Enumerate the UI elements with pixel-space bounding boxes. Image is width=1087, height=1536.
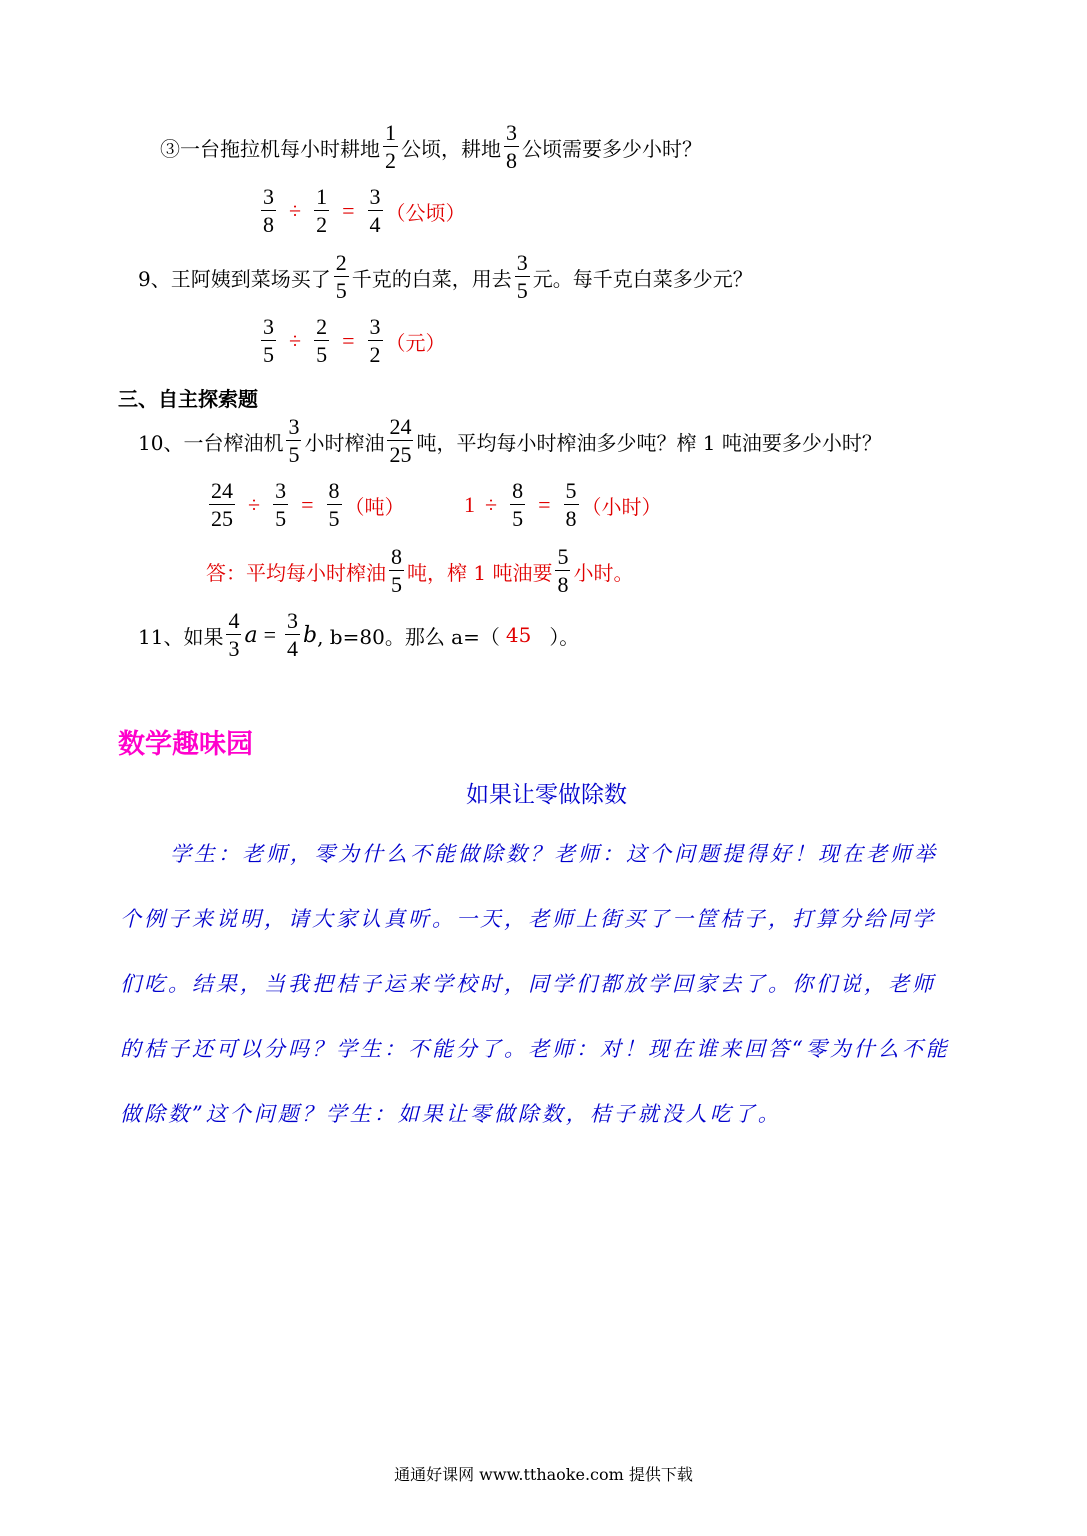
section-title: 数学趣味园 (118, 729, 253, 760)
equals-operator: = (342, 328, 355, 353)
fraction: $\frac{3}{5}$ (288, 414, 300, 467)
story-title: 如果让零做除数 (466, 782, 627, 808)
divide-operator: ÷ (289, 328, 302, 353)
answer-text: 吨，榨 1 吨油要 (407, 560, 553, 585)
question-text: , b=80。那么 a=（ (317, 624, 500, 649)
fraction: $\frac{5}{8}$ (557, 544, 569, 597)
answer-unit: （吨） (344, 494, 405, 519)
section-heading: 三、自主探索题 (118, 387, 258, 411)
equals-operator: = (263, 622, 276, 647)
fraction: $\frac{3}{4}$ (369, 184, 381, 237)
fraction: $\frac{1}{2}$ (385, 120, 396, 173)
answer-value: 45 (505, 623, 532, 647)
answer-text: 答：平均每小时榨油 (206, 560, 386, 585)
answer-unit: （公顷） (385, 200, 466, 225)
dividend: 1 (464, 492, 475, 517)
fraction: $\frac{5}{8}$ (565, 478, 577, 531)
fraction: $\frac{3}{5}$ (275, 478, 287, 531)
fraction: $\frac{2}{5}$ (316, 314, 328, 367)
variable-b: b (303, 622, 318, 648)
variable-a: a (244, 622, 258, 648)
fraction: $\frac{3}{8}$ (506, 120, 517, 173)
fraction: $\frac{8}{5}$ (512, 478, 524, 531)
fraction: $\frac{24}{25}$ (211, 478, 233, 531)
question-text: 千克的白菜，用去 (351, 266, 512, 291)
question-11 (138, 610, 579, 660)
question-text: 10、一台榨油机 (138, 430, 284, 455)
fraction: $\frac{8}{5}$ (328, 478, 340, 531)
question-text: 吨，平均每小时榨油多少吨？榨 1 吨油要多少小时？ (416, 430, 882, 455)
fraction: $\frac{4}{3}$ (228, 608, 240, 661)
question-text: ③一台拖拉机每小时耕地 (160, 136, 380, 161)
story-paragraph: 学生：老师，零为什么不能做除数？老师：这个问题提得好！现在老师举个例子来说明，请大家认真听。一天，老师上街买了一筐桔子，打算分给同学们吃。结果，当我把桔子运来学校时，同学们都放学回家去了。你们说，老师的桔子还可以分吗？学生：不能分了。老师：对！现在谁来回答“零为什么不能做除数”这个问题？学生：如果让零做除数，桔子就没人吃了。 (120, 842, 950, 1126)
divide-operator: ÷ (248, 492, 261, 517)
question-text: ）。 (549, 624, 580, 649)
divide-operator: ÷ (485, 492, 498, 517)
fraction: $\frac{3}{4}$ (287, 608, 298, 661)
equals-operator: = (538, 492, 551, 517)
fraction: $\frac{2}{5}$ (335, 250, 347, 303)
equals-operator: = (301, 492, 314, 517)
fraction: $\frac{3}{8}$ (263, 184, 274, 237)
answer-unit: （元） (385, 330, 446, 355)
fraction: $\frac{3}{2}$ (369, 314, 381, 367)
answer-9 (258, 316, 446, 366)
equals-operator: = (342, 198, 355, 223)
answer-10-a (206, 480, 405, 530)
answer-10-sentence (206, 546, 633, 596)
question-8-3 (160, 122, 702, 172)
fraction: $\frac{3}{5}$ (263, 314, 274, 367)
question-text: 元。每千克白菜多少元？ (532, 266, 753, 291)
answer-8-3 (258, 186, 466, 236)
answer-10-b (464, 480, 662, 530)
fraction: $\frac{3}{5}$ (516, 250, 528, 303)
fraction: $\frac{1}{2}$ (316, 184, 328, 237)
question-text: 公顷需要多少小时？ (522, 136, 702, 161)
question-10 (138, 416, 882, 466)
question-text: 9、王阿姨到菜场买了 (138, 266, 331, 291)
question-text: 公顷，耕地 (401, 136, 501, 161)
divide-operator: ÷ (289, 198, 302, 223)
question-9 (138, 252, 753, 302)
page-footer: 通通好课网 www.tthaoke.com 提供下载 (394, 1465, 693, 1484)
answer-text: 小时。 (573, 560, 634, 585)
question-text: 小时榨油 (304, 430, 385, 455)
question-text: 11、如果 (138, 624, 224, 649)
fraction: $\frac{24}{25}$ (389, 414, 412, 467)
answer-unit: （小时） (581, 494, 662, 519)
fraction: $\frac{8}{5}$ (391, 544, 402, 597)
